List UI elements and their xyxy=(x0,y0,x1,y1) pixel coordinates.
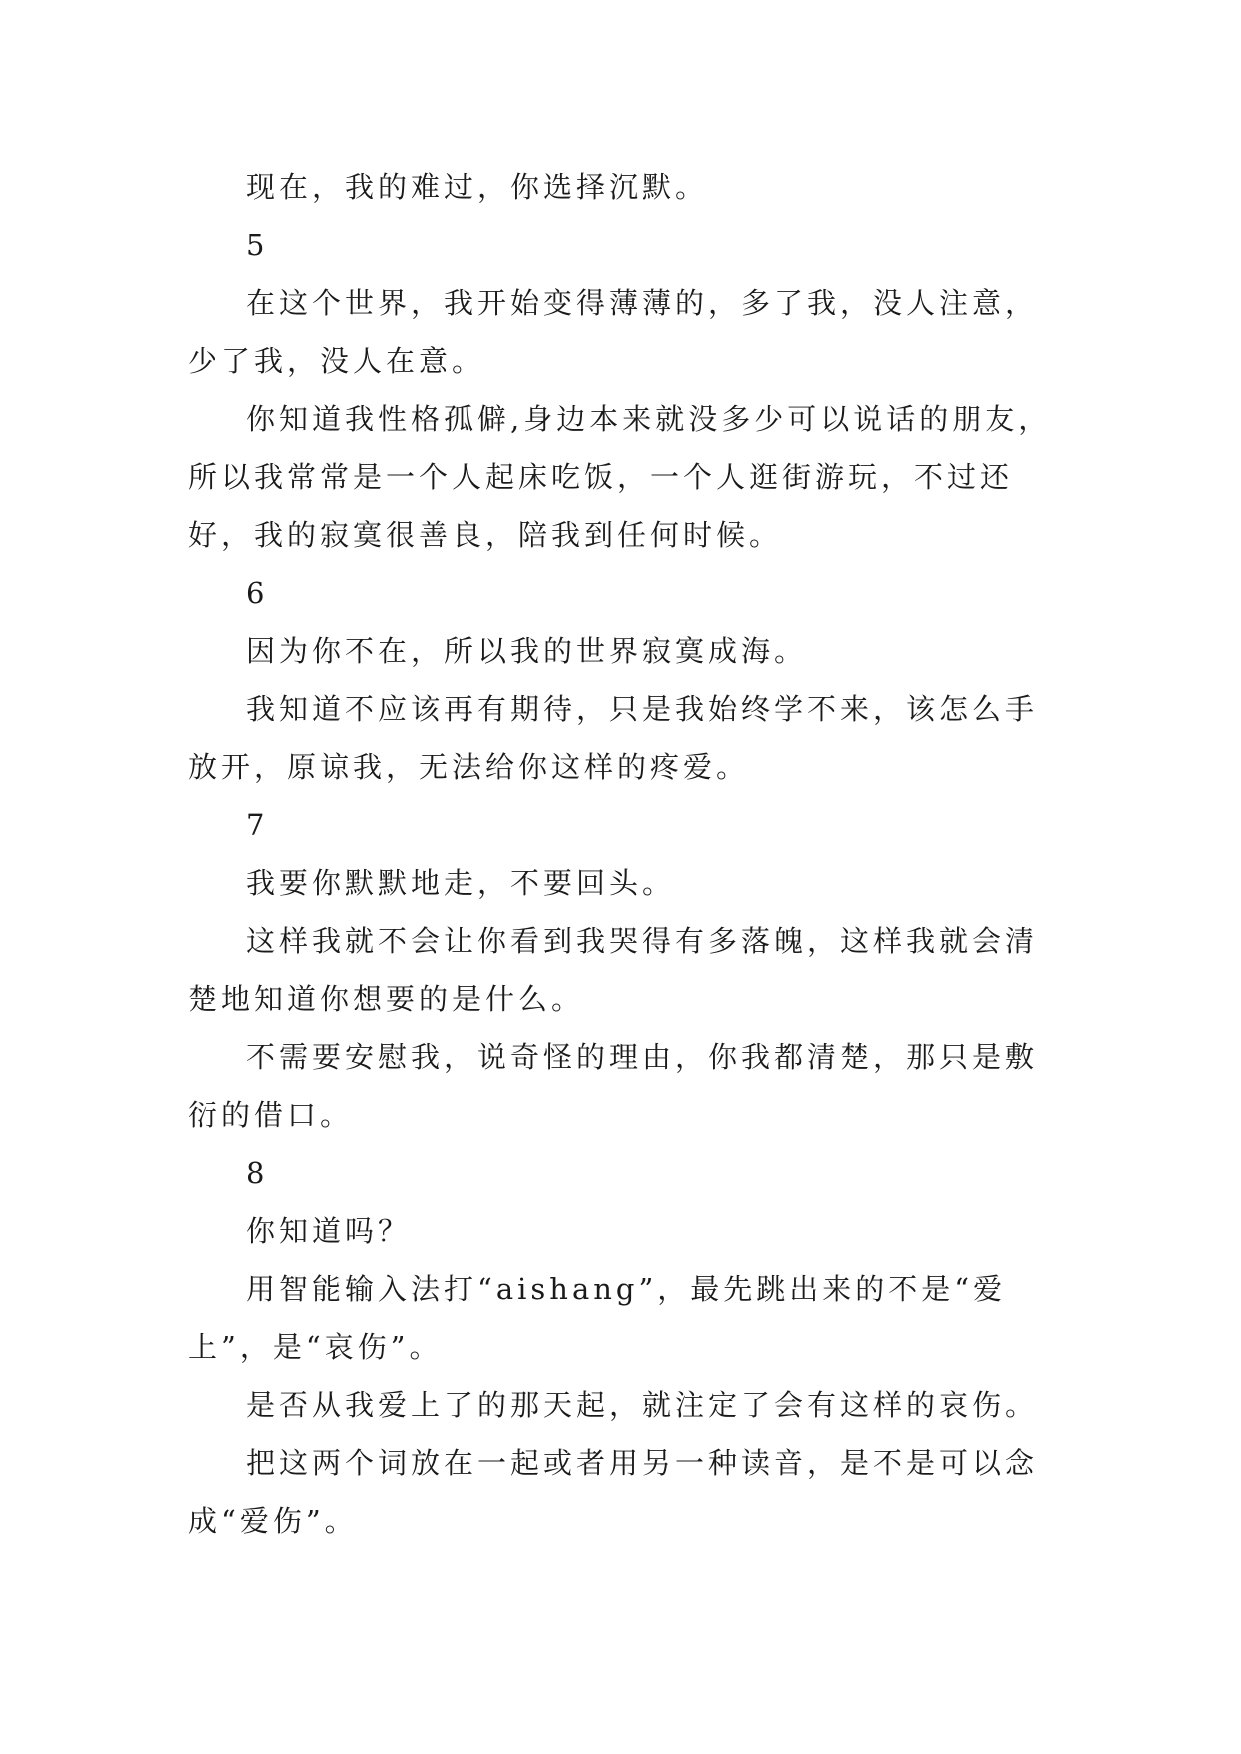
document-body xyxy=(188,158,1060,1550)
section-number: 5 xyxy=(246,228,265,262)
paragraph: 你知道我性格孤僻,身边本来就没多少可以说话的朋友，所以我常常是一个人起床吃饭，一个人逛街游玩，不过还好，我的寂寞很善良，陪我到任何时候。 xyxy=(188,402,1052,552)
section-number: 6 xyxy=(246,576,265,610)
paragraph: 因为你不在，所以我的世界寂寞成海。 xyxy=(246,634,808,668)
paragraph: 你知道吗？ xyxy=(246,1214,412,1248)
paragraph: 这样我就不会让你看到我哭得有多落魄，这样我就会清楚地知道你想要的是什么。 xyxy=(188,924,1039,1016)
paragraph: 现在，我的难过，你选择沉默。 xyxy=(246,170,709,204)
paragraph: 用智能输入法打“aishang”，最先跳出来的不是“爱上”，是“哀伤”。 xyxy=(188,1272,1007,1364)
paragraph: 把这两个词放在一起或者用另一种读音，是不是可以念成“爱伤”。 xyxy=(188,1446,1039,1538)
section-number: 7 xyxy=(246,808,265,842)
paragraph: 在这个世界，我开始变得薄薄的，多了我，没人注意，少了我，没人在意。 xyxy=(188,286,1039,378)
paragraph: 是否从我爱上了的那天起，就注定了会有这样的哀伤。 xyxy=(246,1388,1039,1422)
paragraph: 不需要安慰我，说奇怪的理由，你我都清楚，那只是敷衍的借口。 xyxy=(188,1040,1039,1132)
section-number: 8 xyxy=(246,1156,265,1190)
paragraph: 我知道不应该再有期待，只是我始终学不来，该怎么手放开，原谅我，无法给你这样的疼爱。 xyxy=(188,692,1039,784)
paragraph: 我要你默默地走，不要回头。 xyxy=(246,866,676,900)
